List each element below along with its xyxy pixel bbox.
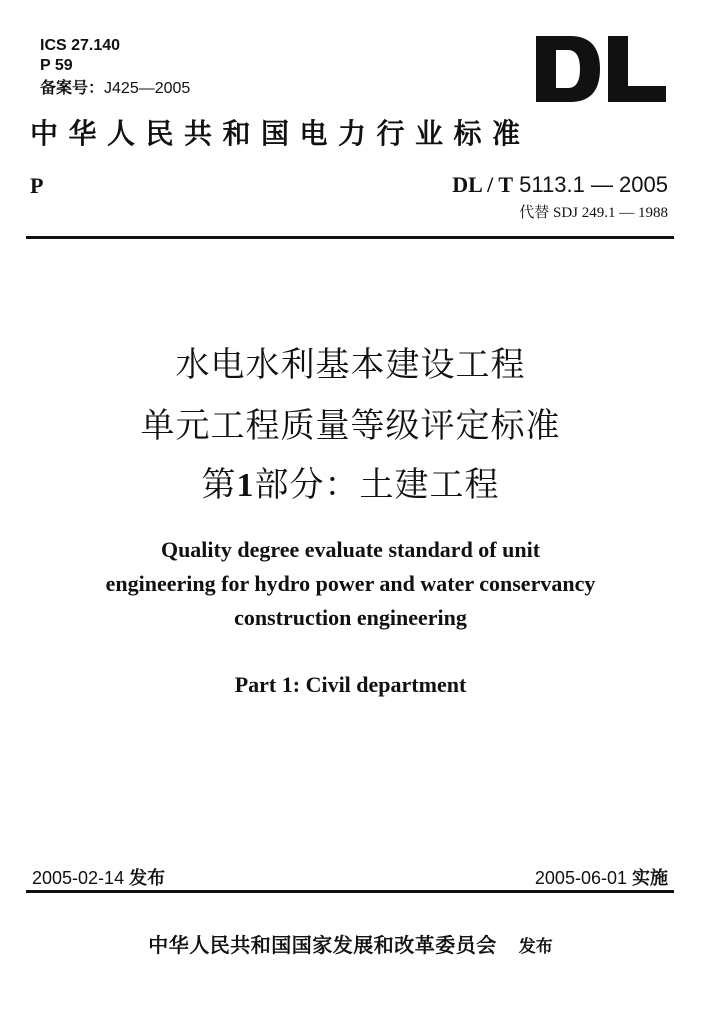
issue-date: 2005-02-14: [32, 868, 125, 888]
title-cn-part-prefix: 第: [201, 465, 237, 505]
title-en-part: Part 1: Civil department: [234, 672, 467, 697]
implement-date: 2005-06-01: [534, 868, 627, 888]
issuer-organization: 中华人民共和国国家发展和改革委员会: [148, 933, 497, 957]
filing-number: J425—2005: [104, 80, 191, 97]
issue-date-line: [32, 866, 165, 890]
implement-label: 实施: [632, 868, 668, 888]
ics-code: ICS 27.140: [40, 37, 121, 54]
title-cn-line3: [0, 460, 701, 511]
title-cn-line1: 水电水利基本建设工程: [175, 345, 526, 385]
p-code: P 59: [40, 57, 73, 74]
bottom-divider: [26, 890, 674, 893]
top-divider: [26, 236, 674, 239]
title-en-line3: construction engineering: [234, 605, 467, 630]
issuer-line: [0, 930, 701, 962]
standard-number-value: 5113.1 — 2005: [519, 172, 668, 197]
filing-label: 备案号：: [40, 80, 105, 97]
dl-logo: [534, 34, 668, 104]
dl-logo-graphic: [534, 34, 668, 104]
standard-number: [452, 170, 668, 200]
category-code: P: [30, 173, 44, 198]
title-en-line1: Quality degree evaluate standard of unit: [160, 537, 541, 562]
issue-label: 发布: [129, 868, 166, 888]
title-cn-part-number: 1: [236, 467, 255, 504]
standard-prefix: DL / T: [452, 172, 514, 197]
title-cn-part-name: 部分：土建工程: [254, 465, 500, 505]
issuer-action: 发布: [518, 937, 553, 957]
implement-date-line: [535, 866, 668, 890]
replaces-standard: 代替 SDJ 249.1 — 1988: [519, 205, 668, 221]
title-cn-line2: 单元工程质量等级评定标准: [140, 406, 561, 446]
industry-standard-title: 中华人民共和国电力行业标准: [30, 117, 531, 150]
filing-number-line: [40, 79, 190, 99]
title-en-line2: engineering for hydro power and water conservancy: [105, 571, 596, 596]
